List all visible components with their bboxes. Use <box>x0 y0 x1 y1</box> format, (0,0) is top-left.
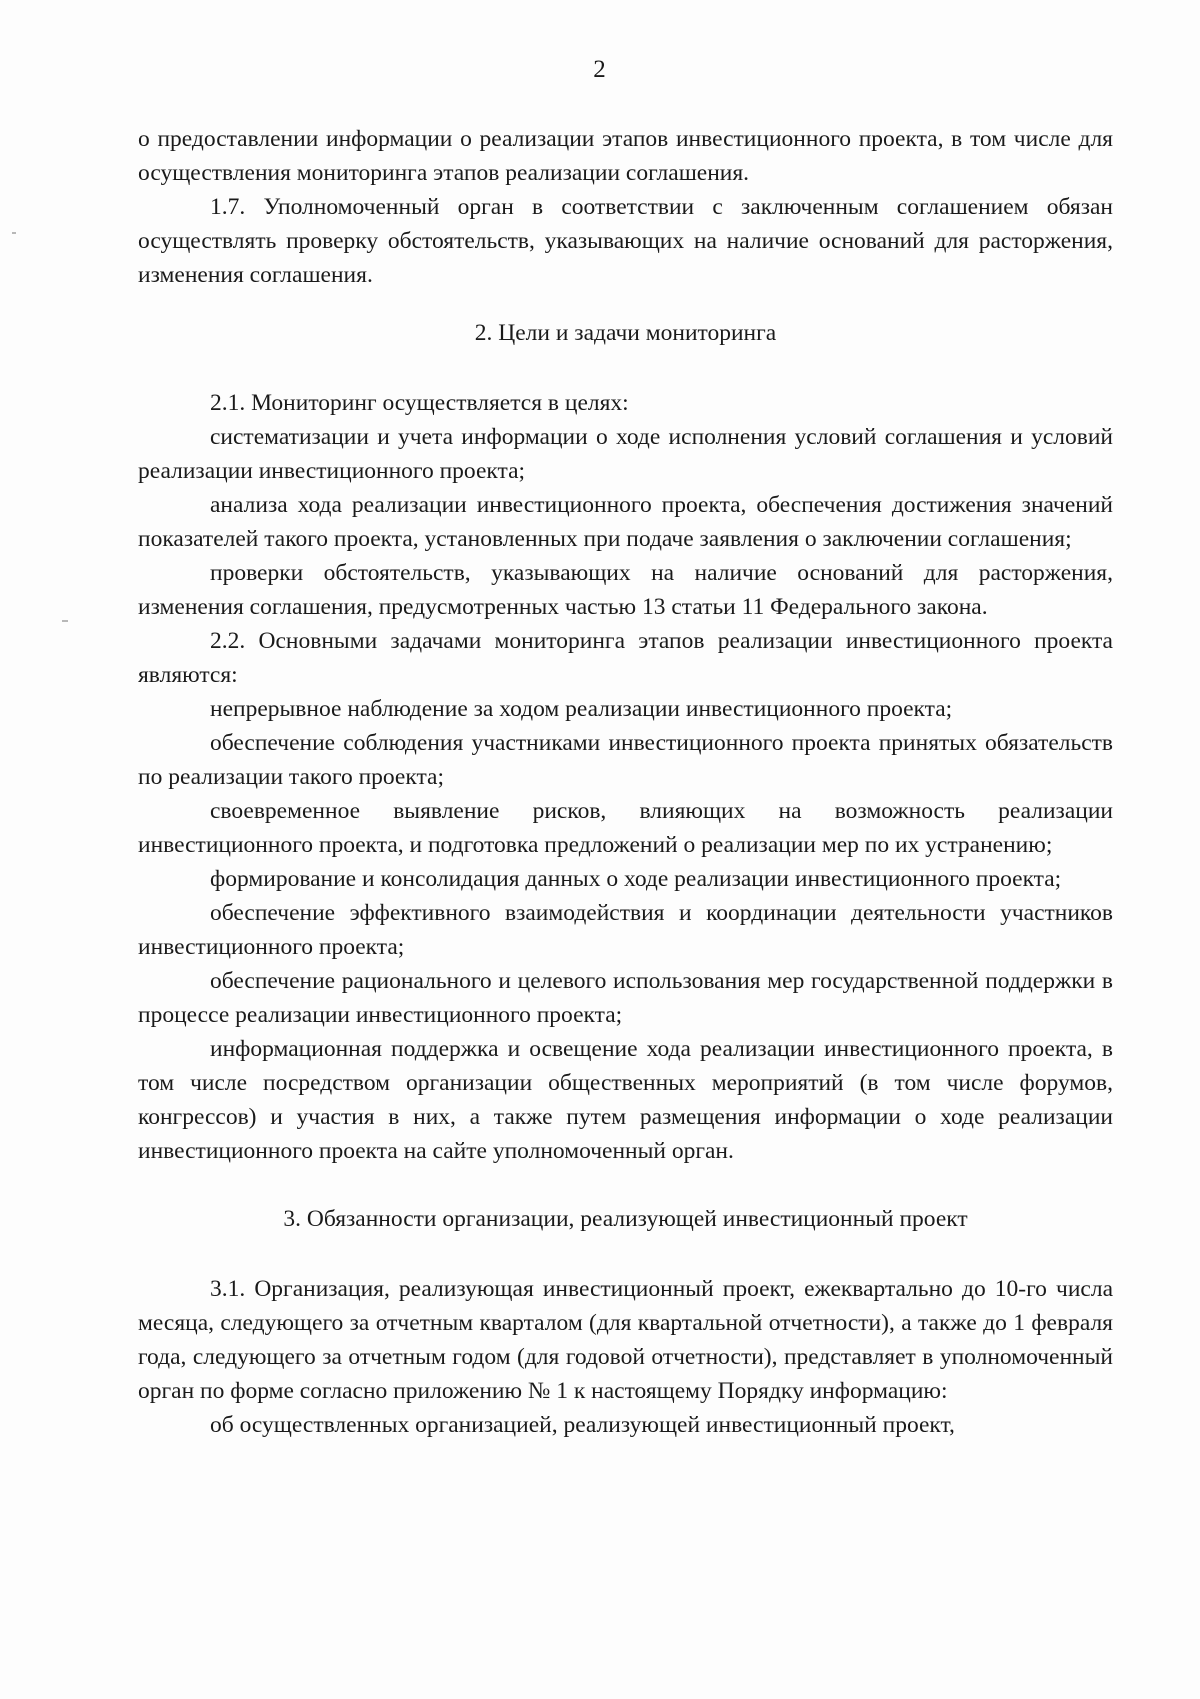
section-heading-3: 3. Обязанности организации, реализующей инвестиционный проект <box>283 1206 968 1232</box>
document-body <box>138 122 1113 1442</box>
list-item: об осуществленных организацией, реализующей инвестиционный проект, <box>210 1412 955 1438</box>
list-item: обеспечение рационального и целевого использования мер государственной поддержки в процессе реализации инвестиционного проекта; <box>138 968 1113 1028</box>
list-item: анализа хода реализации инвестиционного проекта, обеспечения достижения значений показателей такого проекта, установленных при подаче заявления о заключении соглашения; <box>138 492 1113 552</box>
paragraph-continuation: о предоставлении информации о реализации этапов инвестиционного проекта, в том числе для осуществления мониторинга этапов реализации соглашения. <box>138 126 1113 186</box>
page-number: 2 <box>593 56 607 83</box>
section-heading-2: 2. Цели и задачи мониторинга <box>474 320 777 346</box>
list-item: своевременное выявление рисков, влияющих на возможность реализации инвестиционного проекта, и подготовка предложений о реализации мер по их устранению; <box>138 798 1113 858</box>
paragraph-2-2: 2.2. Основными задачами мониторинга этапов реализации инвестиционного проекта являются: <box>138 628 1113 688</box>
list-item: проверки обстоятельств, указывающих на наличие оснований для расторжения, изменения соглашения, предусмотренных частью 13 статьи 11 Федерального закона. <box>138 560 1113 620</box>
paragraph-2-1: 2.1. Мониторинг осуществляется в целях: <box>210 390 629 416</box>
list-item: обеспечение эффективного взаимодействия и координации деятельности участников инвестиционного проекта; <box>138 900 1113 960</box>
list-item: формирование и консолидация данных о ходе реализации инвестиционного проекта; <box>210 866 1062 892</box>
list-item: информационная поддержка и освещение хода реализации инвестиционного проекта, в том числе посредством организации общественных мероприятий (в том числе форумов, конгрессов) и участия в них, а также путем размещения информации о ходе реализации инвестиционного проекта на сайте уполномоченный орган. <box>138 1036 1113 1164</box>
scan-artifact <box>12 232 16 234</box>
paragraph-1-7: 1.7. Уполномоченный орган в соответствии с заключенным соглашением обязан осуществлять проверку обстоятельств, указывающих на наличие оснований для расторжения, изменения соглашения. <box>138 194 1113 288</box>
list-item: обеспечение соблюдения участниками инвестиционного проекта принятых обязательств по реализации такого проекта; <box>138 730 1113 790</box>
list-item: систематизации и учета информации о ходе исполнения условий соглашения и условий реализации инвестиционного проекта; <box>138 424 1113 484</box>
paragraph-3-1: 3.1. Организация, реализующая инвестиционный проект, ежеквартально до 10-го числа месяца, следующего за отчетным кварталом (для квартальной отчетности), а также до 1 февраля года, следующего за отчетным годом (для годовой отчетности), представляет в уполномоченный орган по форме согласно приложению № 1 к настоящему Порядку информацию: <box>138 1276 1113 1404</box>
list-item: непрерывное наблюдение за ходом реализации инвестиционного проекта; <box>210 696 953 722</box>
scan-artifact <box>62 620 68 622</box>
